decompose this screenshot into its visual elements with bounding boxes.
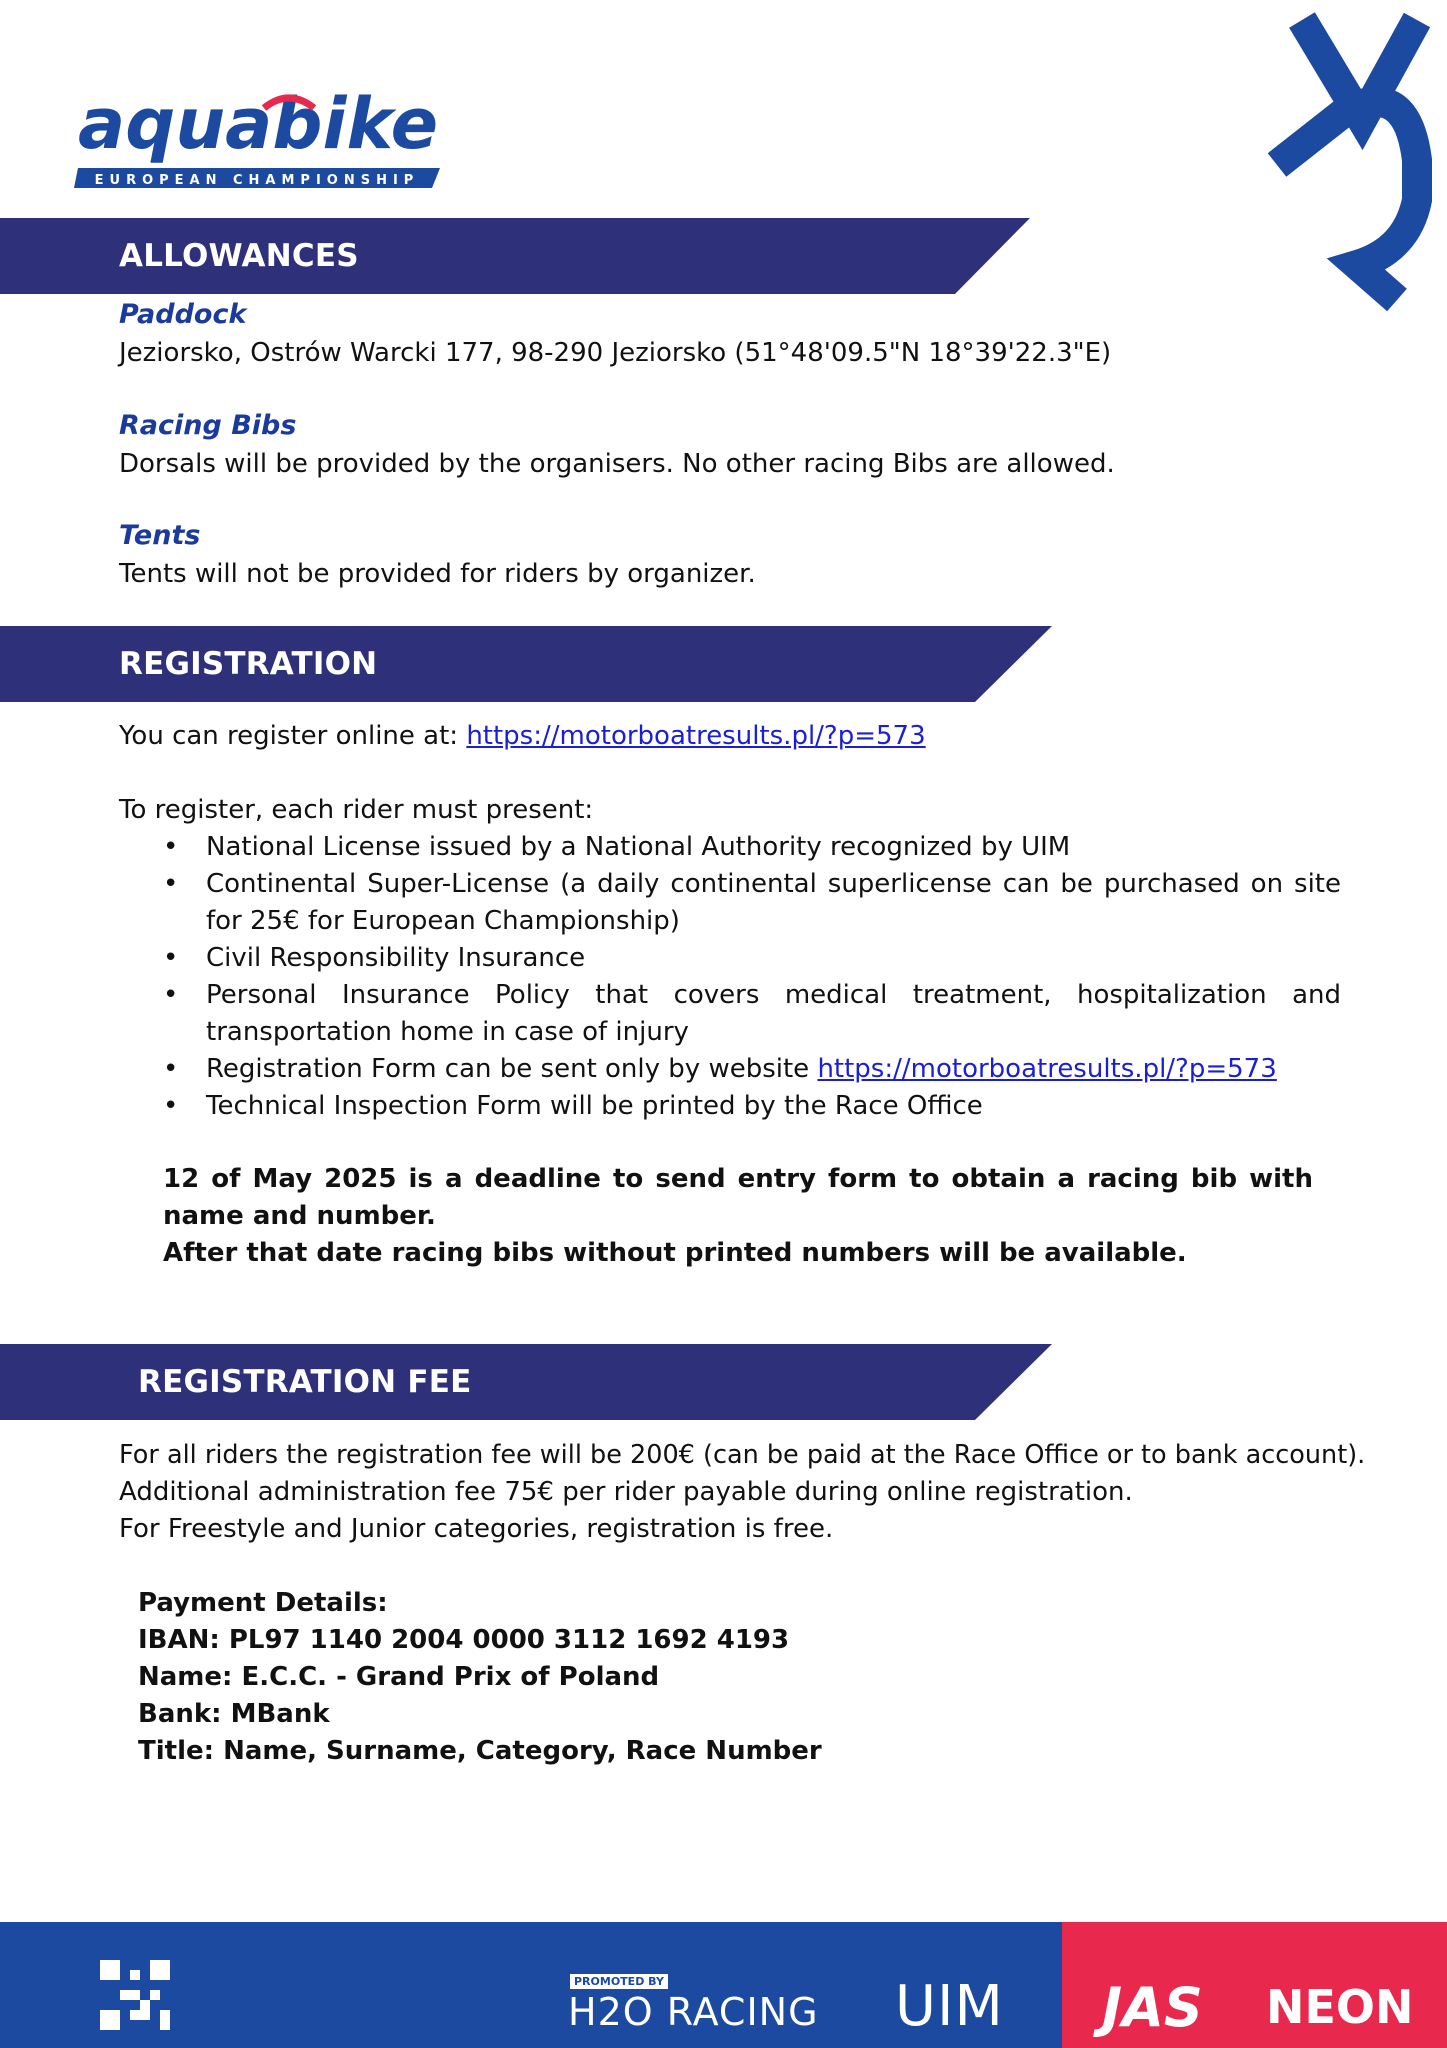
h2o-racing-logo: H2O RACING bbox=[568, 1990, 819, 2034]
aquabike-logo bbox=[74, 88, 444, 198]
requirement-personal-insurance: • Personal Insurance Policy that covers medical treatment, hospitalization and transportation home in case of injury bbox=[119, 977, 1341, 1051]
registration-form-link[interactable]: https://motorboatresults.pl/?p=573 bbox=[817, 1054, 1277, 1084]
logo-wordmark: aquabike bbox=[78, 88, 439, 165]
requirement-civil-insurance: • Civil Responsibility Insurance bbox=[119, 940, 1341, 977]
logo-tagline: EUROPEAN CHAMPIONSHIP bbox=[94, 173, 420, 188]
payment-iban: IBAN: PL97 1140 2004 0000 3112 1692 4193 bbox=[138, 1625, 790, 1655]
after-deadline-notice: After that date racing bibs without printed numbers will be available. bbox=[163, 1238, 1187, 1268]
deadline-notice: 12 of May 2025 is a deadline to send entry form to obtain a racing bib with name and number. bbox=[163, 1164, 1313, 1231]
jas-logo: JAS bbox=[1102, 1976, 1203, 2039]
racing-bibs-heading: Racing Bibs bbox=[119, 410, 297, 441]
payment-title: Title: Name, Surname, Category, Race Number bbox=[138, 1736, 822, 1766]
tents-text: Tents will not be provided for riders by organizer. bbox=[119, 559, 756, 589]
paddock-heading: Paddock bbox=[119, 299, 247, 330]
requirement-registration-form bbox=[119, 1051, 1341, 1088]
requirement-national-license: • National License issued by a National Authority recognized by UIM bbox=[119, 829, 1341, 866]
register-online-line bbox=[119, 718, 926, 755]
fee-line-1: For all riders the registration fee will be 200€ (can be paid at the Race Office or to bank account). bbox=[119, 1440, 1366, 1470]
registration-fee-banner bbox=[0, 1344, 1100, 1420]
register-online-prefix: You can register online at: bbox=[119, 721, 467, 751]
allowances-banner bbox=[0, 218, 1100, 294]
tents-heading: Tents bbox=[119, 520, 201, 551]
payment-details bbox=[138, 1585, 822, 1770]
sponsor-footer bbox=[0, 1922, 1447, 2048]
requirement-technical-inspection: • Technical Inspection Form will be printed by the Race Office bbox=[119, 1088, 1341, 1125]
fee-line-2: Additional administration fee 75€ per rider payable during online registration. bbox=[119, 1477, 1133, 1507]
registration-title: REGISTRATION bbox=[119, 646, 378, 682]
register-online-link[interactable]: https://motorboatresults.pl/?p=573 bbox=[466, 721, 926, 751]
uim-logo: UIM bbox=[895, 1974, 1004, 2039]
racing-bibs-text: Dorsals will be provided by the organisers. No other racing Bibs are allowed. bbox=[119, 449, 1115, 479]
payment-bank: Bank: MBank bbox=[138, 1699, 330, 1729]
registration-fee-title: REGISTRATION FEE bbox=[138, 1364, 472, 1400]
promoted-by-label: PROMOTED BY bbox=[570, 1974, 668, 1989]
requirements-intro: To register, each rider must present: bbox=[119, 795, 594, 825]
brand-mark-icon bbox=[1267, 0, 1447, 320]
payment-heading: Payment Details: bbox=[138, 1588, 388, 1618]
requirements-list bbox=[119, 829, 1341, 1125]
paddock-address: Jeziorsko, Ostrów Warcki 177, 98-290 Jeziorsko (51°48'09.5"N 18°39'22.3"E) bbox=[119, 338, 1112, 368]
fee-line-3: For Freestyle and Junior categories, registration is free. bbox=[119, 1514, 834, 1544]
requirement-super-license: • Continental Super-License (a daily continental superlicense can be purchased on site for 25€ for European Championship) bbox=[119, 866, 1341, 940]
allowances-title: ALLOWANCES bbox=[119, 238, 359, 274]
qr-code-icon[interactable] bbox=[100, 1960, 170, 2034]
registration-form-prefix: Registration Form can be sent only by website bbox=[206, 1054, 818, 1084]
registration-banner bbox=[0, 626, 1100, 702]
neon-logo: NEON bbox=[1266, 1980, 1414, 2034]
payment-name: Name: E.C.C. - Grand Prix of Poland bbox=[138, 1662, 660, 1692]
